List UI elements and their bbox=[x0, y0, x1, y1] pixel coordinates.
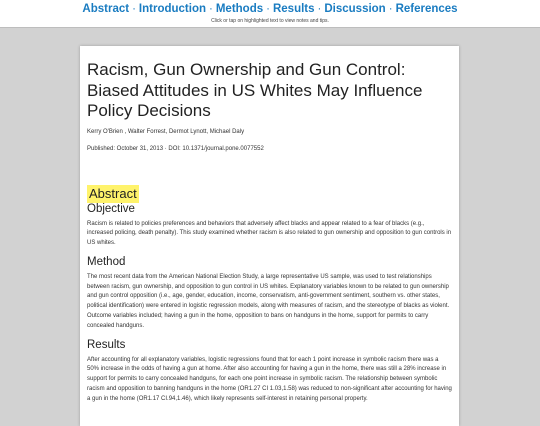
article-publication-info: Published: October 31, 2013 · DOI: 10.1371/journal.pone.0077552 bbox=[87, 145, 264, 152]
nav-link-discussion[interactable]: Discussion bbox=[324, 3, 386, 15]
nav-separator: · bbox=[209, 3, 213, 15]
nav-link-references[interactable]: References bbox=[395, 3, 458, 15]
nav-link-introduction[interactable]: Introduction bbox=[138, 3, 206, 15]
article-authors: Kerry O'Brien , Walter Forrest, Dermot Lynott, Michael Daly bbox=[87, 128, 245, 135]
abstract-heading-highlight[interactable]: Abstract bbox=[89, 185, 137, 201]
article-title: Racism, Gun Ownership and Gun Control: Biased Attitudes in US Whites May Influence Policy Decisions bbox=[87, 60, 423, 120]
nav-link-abstract[interactable]: Abstract bbox=[82, 3, 130, 15]
nav-separator: · bbox=[266, 3, 270, 15]
results-text: After accounting for all explanatory variables, logistic regressions found that for each 1 point increase in symbolic racism there was a 50% increase in the odds of having a gun at home. After also accounting for having a gun in the home, there was still a 28% increase in support for permits to carry concealed handguns, for each one point increase in symbolic racism. The relationship between symbolic racism and opposition to banning handguns in the home (OR1.27 CI 1.03,1.58) was reduced to non-significant after accounting for having a gun in the home (OR1.17 CI.94,1.46), which likely represents self-interest in retaining personal property. bbox=[87, 356, 452, 402]
nav-separator: · bbox=[132, 3, 136, 15]
objective-text: Racism is related to policies preferences and behaviors that adversely affect blacks and appear related to a fear of blacks (e.g., increased policing, death penalty). This study examined whether racism is also related to gun ownership and opposition to gun controls in US whites. bbox=[87, 220, 452, 247]
nav-hint-text: Click or tap on highlighted text to view notes and tips. bbox=[211, 18, 329, 24]
nav-separator: · bbox=[317, 3, 322, 15]
nav-link-results[interactable]: Results bbox=[272, 3, 315, 15]
article-page bbox=[80, 46, 459, 426]
objective-heading: Objective bbox=[87, 202, 135, 215]
method-text: The most recent data from the American National Election Study, a large representative US sample, was used to test relationships between racism, gun ownership, and opposition to gun control in US whites. Explanatory variables known to be related to gun ownership and gun control opposition (i.e., age, gender, education, income, conservatism, anti-government sentiment, southern vs. other states, political identification) were entered in logistic regression models, along with measures of racism, and the stereotype of blacks as violent. Outcome variables included; having a gun in the home, opposition to bans on handguns in the home, support for permits to carry concealed handguns. bbox=[87, 273, 450, 329]
nav-separator: · bbox=[388, 3, 393, 15]
results-heading: Results bbox=[87, 338, 126, 351]
top-navigation-bar bbox=[0, 0, 540, 28]
article-content bbox=[87, 60, 452, 405]
section-nav bbox=[0, 0, 540, 16]
method-heading: Method bbox=[87, 255, 126, 268]
nav-link-methods[interactable]: Methods bbox=[215, 3, 264, 15]
